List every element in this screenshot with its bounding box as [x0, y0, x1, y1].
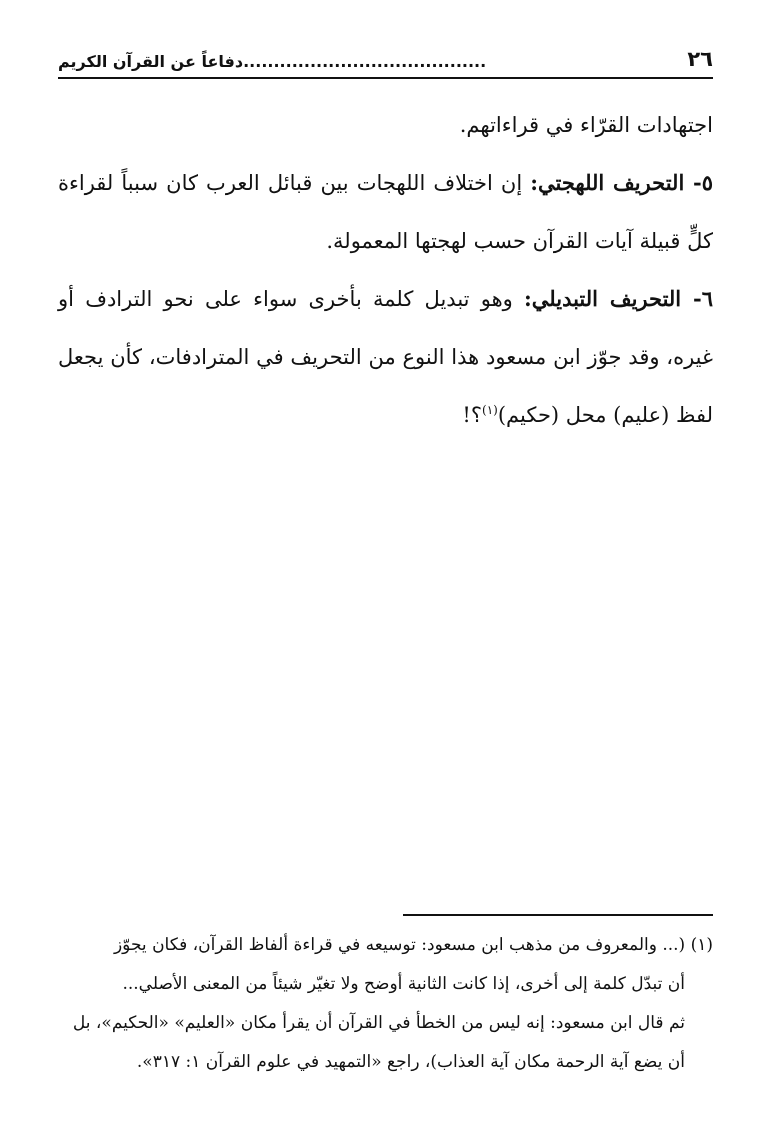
item-6 — [58, 270, 713, 444]
item-5 — [58, 154, 713, 270]
footnote-reference[interactable]: (١) — [482, 403, 498, 417]
header-rule — [58, 77, 713, 79]
running-title — [58, 54, 486, 70]
footnote — [58, 926, 713, 1082]
paragraph-1: اجتهادات القرّاء في قراءاتهم. — [459, 113, 713, 137]
footnote-line: (١) (... والمعروف من مذهب ابن مسعود: توسيعه في قراءة ألفاظ القرآن، فكان يجوّز — [113, 935, 713, 955]
page-number: ٢٦ — [687, 47, 713, 71]
footnote-line: أن يضع آية الرحمة مكان آية العذاب)، راجع «التمهيد في علوم القرآن ١: ٣١٧». — [136, 1052, 685, 1072]
header-leader-dots: ........................................ — [243, 52, 487, 71]
footnote-separator — [403, 914, 713, 916]
item-5-heading: ٥- التحريف اللهجتي: — [530, 170, 713, 195]
item-5-text: إن اختلاف اللهجات بين قبائل العرب كان سبباً لقراءة كلٍّ قبيلة آيات القرآن حسب لهجتها المعمولة. — [58, 171, 713, 253]
footnote-line: أن تبدّل كلمة إلى أخرى، إذا كانت الثانية أوضح ولا تغيّر شيئاً من المعنى الأصلي... — [122, 974, 685, 994]
running-header — [58, 36, 713, 70]
item-6-tail: ؟! — [462, 403, 483, 427]
footnote-line: ثم قال ابن مسعود: إنه ليس من الخطأ في القرآن أن يقرأ مكان «العليم» «الحكيم»، بل — [72, 1013, 685, 1033]
book-title: دفاعاً عن القرآن الكريم — [58, 52, 244, 71]
item-6-heading: ٦- التحريف التبديلي: — [524, 286, 713, 311]
item-6-text: وهو تبديل كلمة بأخرى سواء على نحو الترادف أو غيره، وقد جوّز ابن مسعود هذا النوع من التحريف في المترادفات، كأن يجعل لفظ (عليم) محل (حكيم) — [58, 287, 713, 427]
main-text — [58, 96, 713, 444]
